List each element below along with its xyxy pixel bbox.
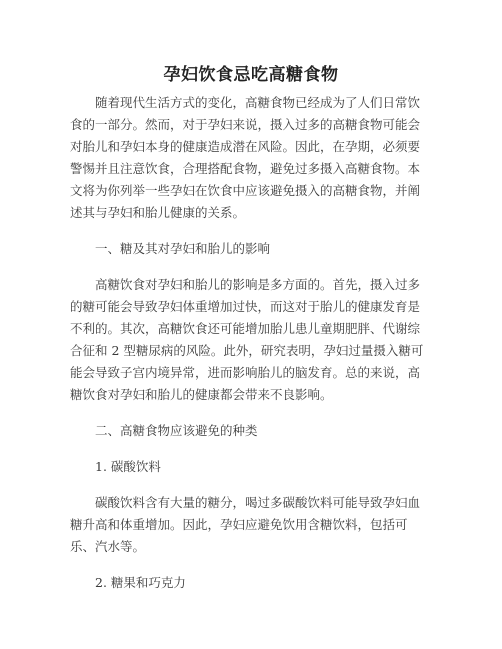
section-heading-2: 二、高糖食物应该避免的种类 bbox=[95, 423, 258, 438]
intro-paragraph: 随着现代生活方式的变化，高糖食物已经成为了人们日常饮食的一部分。然而，对于孕妇来说，摄入过多的高糖食物可能会对胎儿和孕妇本身的健康造成潜在风险。因此，在孕期，必须要警惕并且注意饮食，合理搭配食物，避免过多摄入高糖食物。本文将为你列举一些孕妇在饮食中应该避免摄入的高糖食物，并阐述其与孕妇和胎儿健康的关系。 bbox=[70, 95, 421, 220]
subheading-candy-chocolate: 2. 糖果和巧克力 bbox=[95, 575, 186, 590]
document-body bbox=[70, 92, 430, 608]
document-title: 孕妇饮食忌吃高糖食物 bbox=[163, 65, 339, 85]
carbonated-drinks-paragraph: 碳酸饮料含有大量的糖分，喝过多碳酸饮料可能导致孕妇血糖升高和体重增加。因此，孕妇应避免饮用含糖饮料，包括可乐、汽水等。 bbox=[70, 495, 421, 554]
section-1-paragraph: 高糖饮食对孕妇和胎儿的影响是多方面的。首先，摄入过多的糖可能会导致孕妇体重增加过快，而这对于胎儿的健康发育是不利的。其次，高糖饮食还可能增加胎儿患儿童期肥胖、代谢综合征和 2 型糖尿病的风险。此外，研究表明，孕妇过量摄入糖可能会导致子宫内境异常，进而影响胎儿的脑发育。总的来说，高糖饮食对孕妇和胎儿的健康都会带来不良影响。 bbox=[70, 277, 424, 402]
section-heading-1: 一、糖及其对孕妇和胎儿的影响 bbox=[95, 241, 271, 256]
subheading-carbonated-drinks: 1. 碳酸饮料 bbox=[95, 459, 161, 474]
